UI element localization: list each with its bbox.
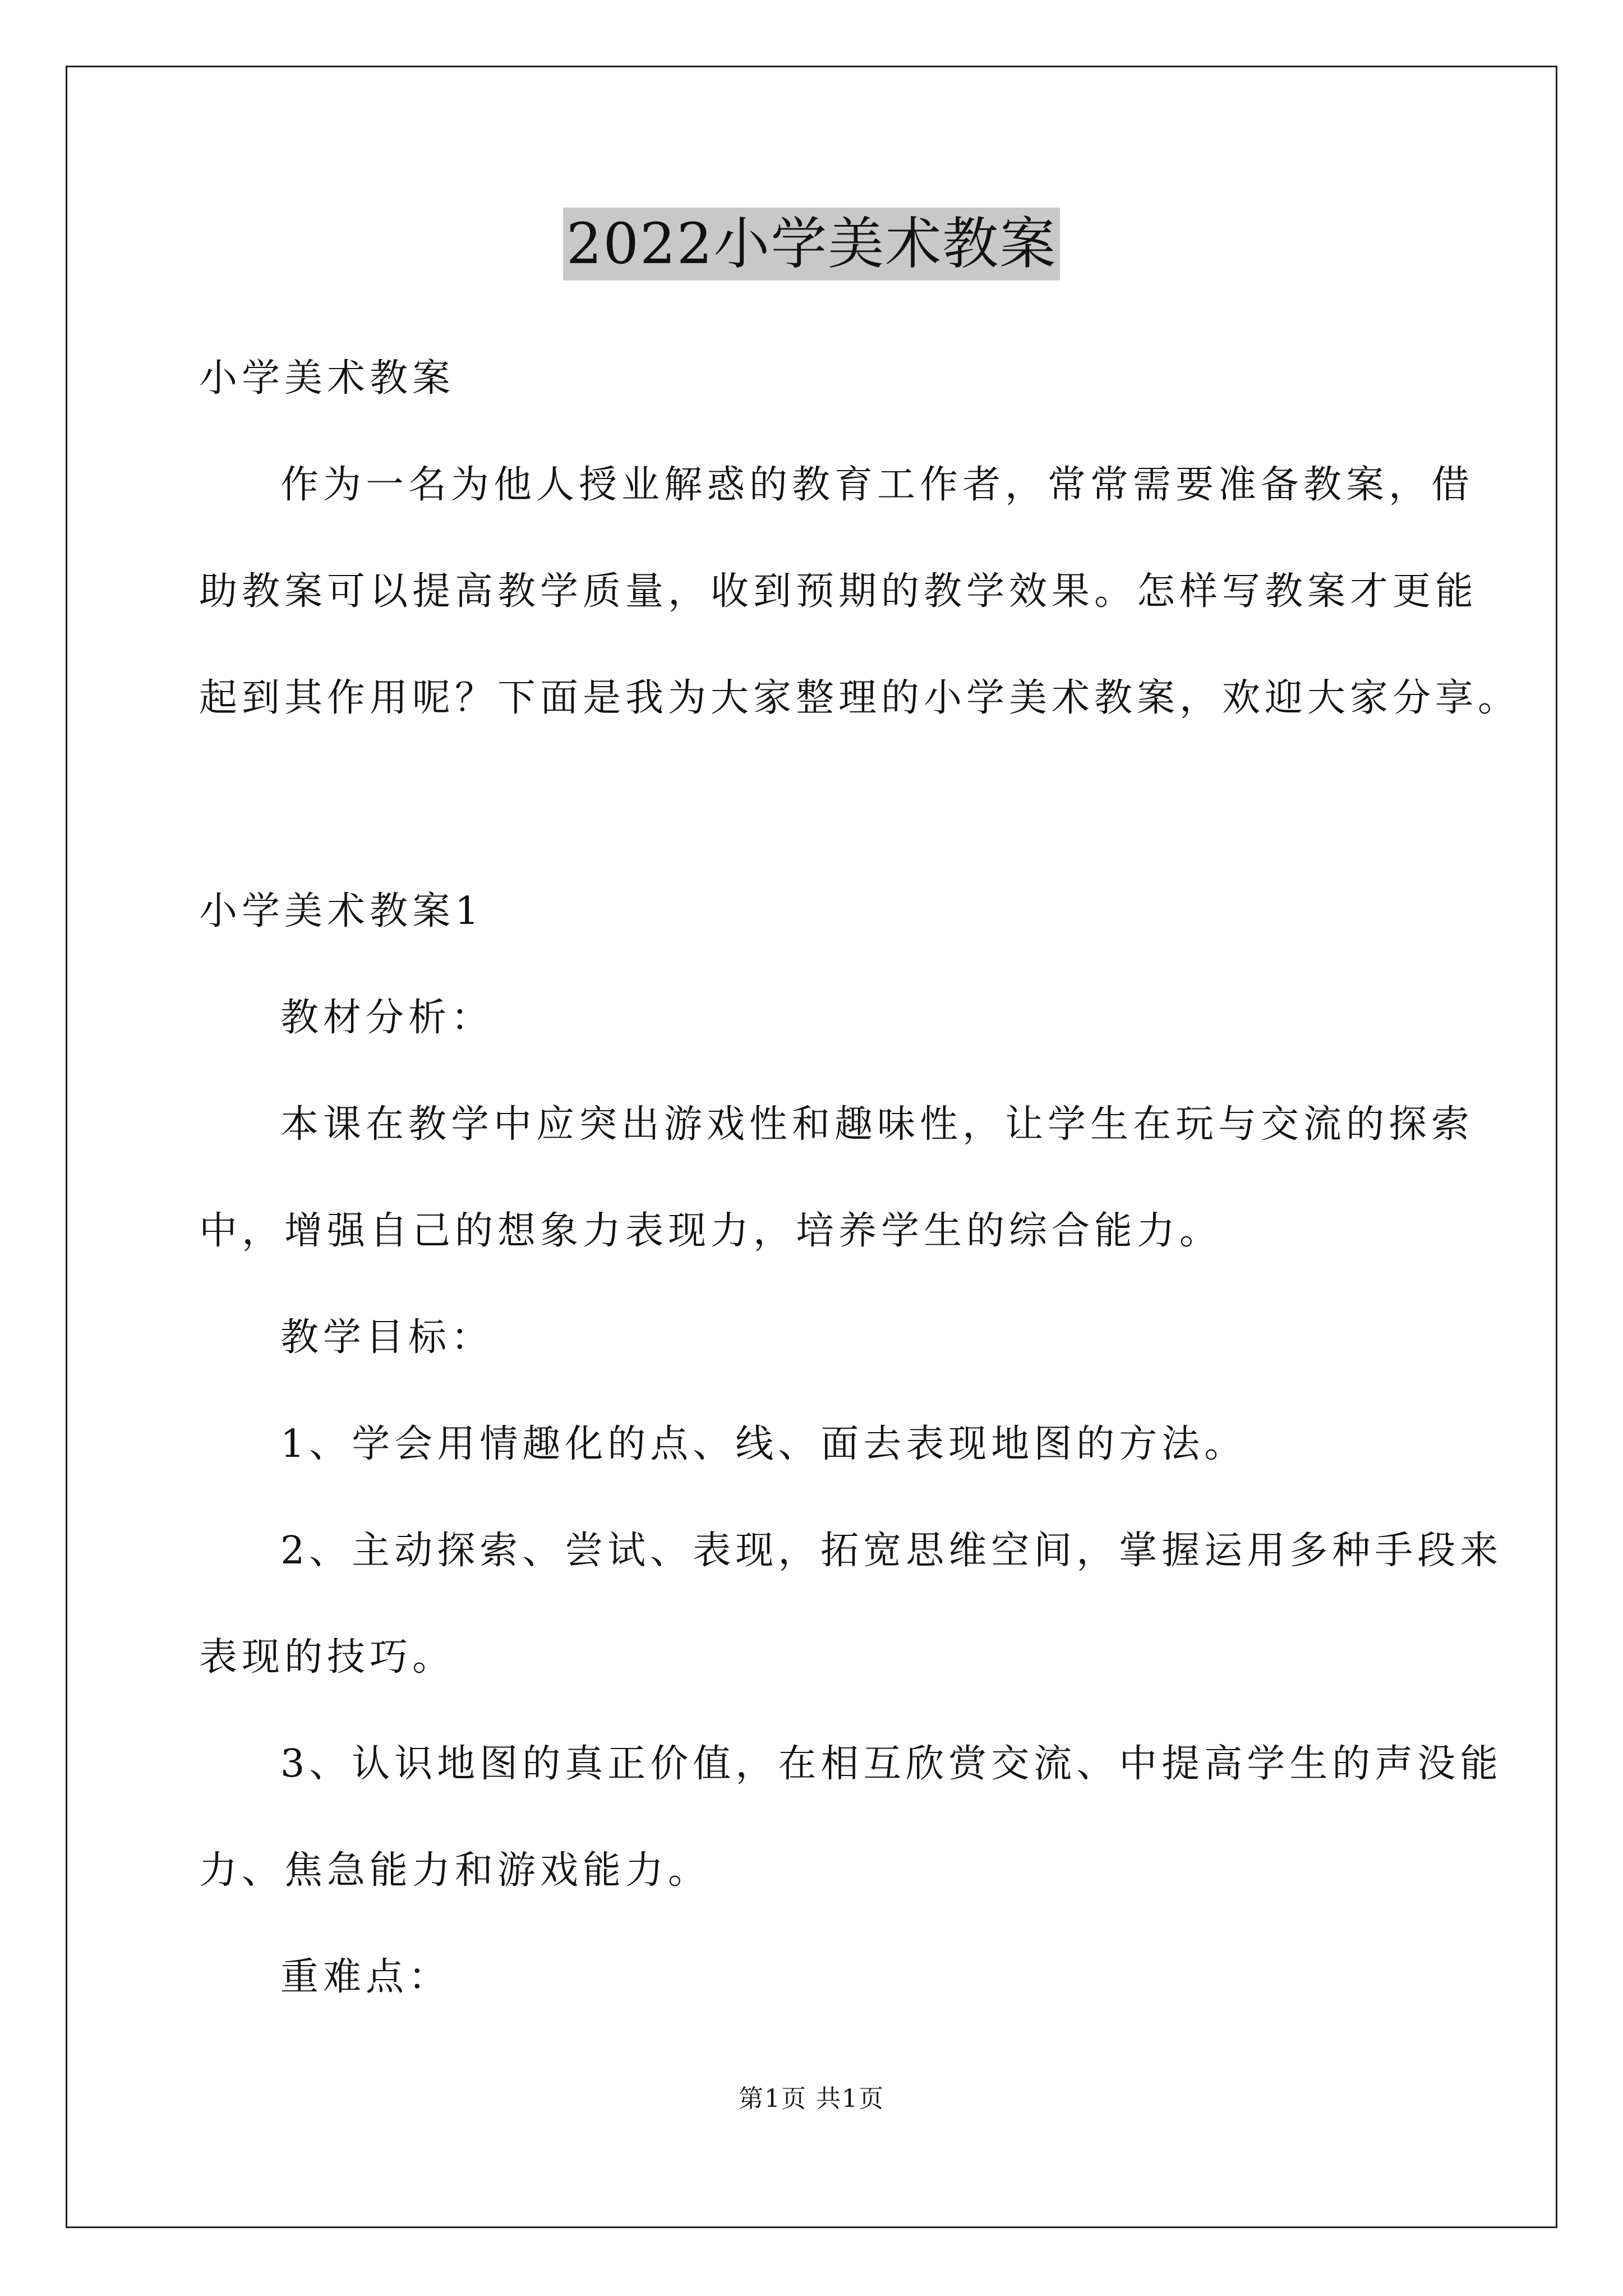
intro-line-3: 起到其作用呢？下面是我为大家整理的小学美术教案，欢迎大家分享。 bbox=[199, 676, 1521, 720]
document-subtitle: 小学美术教案 bbox=[199, 356, 455, 401]
goal-3-line-2: 力、焦急能力和游戏能力。 bbox=[199, 1848, 711, 1893]
material-label: 教材分析： bbox=[280, 996, 494, 1040]
section-heading: 小学美术教案1 bbox=[199, 889, 484, 933]
page-footer: 第1页 共1页 bbox=[739, 2085, 884, 2113]
material-line-1: 本课在教学中应突出游戏性和趣味性，让学生在玩与交流的探索 bbox=[280, 1102, 1474, 1147]
goal-1: 1、学会用情趣化的点、线、面去表现地图的方法。 bbox=[280, 1422, 1247, 1466]
intro-line-1: 作为一名为他人授业解惑的教育工作者，常常需要准备教案，借 bbox=[280, 463, 1474, 507]
goal-2-line-1: 2、主动探索、尝试、表现，拓宽思维空间，掌握运用多种手段来 bbox=[280, 1529, 1503, 1573]
document-title: 2022小学美术教案 bbox=[563, 208, 1061, 280]
goals-label: 教学目标： bbox=[280, 1315, 494, 1360]
goal-2-line-2: 表现的技巧。 bbox=[199, 1635, 455, 1680]
intro-line-2: 助教案可以提高教学质量，收到预期的教学效果。怎样写教案才更能 bbox=[199, 569, 1478, 614]
material-line-2: 中，增强自己的想象力表现力，培养学生的综合能力。 bbox=[199, 1209, 1223, 1253]
title-container bbox=[0, 208, 1623, 280]
key-points-label: 重难点： bbox=[280, 1955, 451, 1999]
goal-3-line-1: 3、认识地图的真正价值，在相互欣赏交流、中提高学生的声没能 bbox=[280, 1742, 1503, 1786]
